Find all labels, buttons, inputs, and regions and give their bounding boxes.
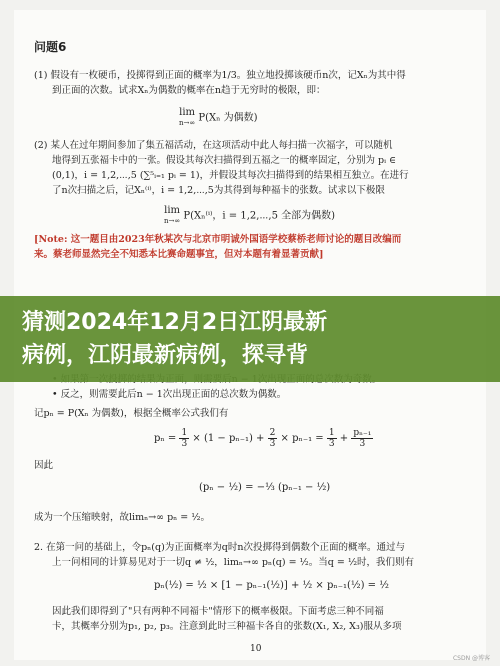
solution-part2-line3: 因此我们即得到了"只有两种不同福卡"情形下的概率极限。下面考虑三种不同福 <box>52 606 384 617</box>
solution-part2-line2: 上一问相同的计算易见对于一切q ≠ ½，limₙ→∞ pₙ(q) = ½。当q = ½时，我们则有 <box>52 557 415 568</box>
title-banner <box>0 296 500 382</box>
part2-text <box>34 138 474 198</box>
solution-part2 <box>34 540 474 570</box>
watermark: CSDN @博客 <box>452 655 490 662</box>
formula-1-body: P(Xₙ 为偶数) <box>198 112 258 124</box>
solution-part2-line1: 2. 在第一问的基础上，令pₙ(q)为正面概率为q时n次投掷得到偶数个正面的概率。通过与 <box>34 542 405 553</box>
banner-headline <box>22 306 492 372</box>
formula-1 <box>179 108 258 128</box>
part1-text <box>34 68 474 98</box>
part2-line1: (2) 某人在过年期间参加了集五福活动，在这项活动中此人每扫描一次福字，可以随机 <box>34 140 393 151</box>
banner-line1: 猜测2024年12月2日江阴最新 <box>22 310 328 335</box>
solution-bullet-2: • 反之，则需要此后n − 1次出现正面的总次数为偶数。 <box>52 389 287 400</box>
lim-operator: lim n→∞ <box>179 107 196 127</box>
therefore-label: 因此 <box>34 460 54 471</box>
equation-1: pₙ = $\frac{1}{3}$ × (1 − pₙ₋₁) + $\frac{2}{3}$ × pₙ₋₁ = $\frac{1}{3}$ + $\frac{\text{pₙ₋₁}}{3}$ <box>154 428 372 449</box>
page-number: 10 <box>250 644 262 654</box>
banner-line2: 病例，江阴最新病例，探寻背 <box>22 343 309 368</box>
formula-2 <box>164 206 335 226</box>
part2-line3: (0,1)，i = 1,2,⋯,5 (∑⁵ᵢ₌₁ pᵢ = 1)，并假设其每次扫描得到的结果相互独立。在进行 <box>52 170 409 181</box>
conclusion-text: 成为一个压缩映射，故limₙ→∞ pₙ = ½。 <box>34 512 210 523</box>
part2-line4: 了n次扫描之后，记Xₙ⁽ⁱ⁾，i = 1,2,⋯,5为其得到每种福卡的张数。试求以下极限 <box>52 185 385 196</box>
solution-intro: 记pₙ = P(Xₙ 为偶数)，根据全概率公式我们有 <box>34 408 229 419</box>
solution-part2-line4: 卡，其概率分别为p₁, p₂, p₃。注意到此时三种福卡各自的张数(X₁, X₂, X₃)服从多项 <box>52 621 402 632</box>
part1-line1: (1) 假设有一枚硬币，投掷得到正面的概率为1/3。独立地投掷该硬币n次，记Xₙ为其中得 <box>34 70 406 81</box>
solution-part2-cont <box>34 604 474 634</box>
part2-line2: 地得到五张福卡中的一张。假设其每次扫描得到五福之一的概率固定，分别为 pᵢ ∈ <box>52 155 397 166</box>
note-text <box>34 232 479 262</box>
equation-2: (pₙ − ½) = −⅓ (pₙ₋₁ − ½) <box>199 482 331 493</box>
lim-operator-2: lim n→∞ <box>164 205 181 225</box>
formula-2-body: P(Xₙ⁽ⁱ⁾，i = 1,2,⋯,5 全部为偶数) <box>183 210 336 222</box>
part1-line2: 到正面的次数。试求Xₙ为偶数的概率在n趋于无穷时的极限，即： <box>52 85 326 96</box>
note-line2: 来。蔡老师显然完全不知悉本比赛命题事宜，但对本题有着显著贡献] <box>34 249 324 260</box>
equation-3: pₙ(½) = ½ × [1 − pₙ₋₁(½)] + ½ × pₙ₋₁(½) = ½ <box>154 580 389 591</box>
note-line1: [Note: 这一题目由2023年秋某次与北京市明诚外国语学校蔡桥老师讨论的题目改编而 <box>34 234 402 245</box>
question-title: 问题6 <box>34 40 67 54</box>
